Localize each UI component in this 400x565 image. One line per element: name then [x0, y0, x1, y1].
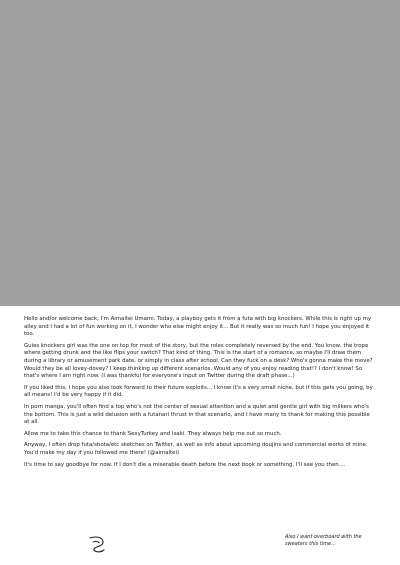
paragraph: Allow me to take this chance to thank SexyTurkey and Isaki. They always help me out so much.: [24, 430, 282, 437]
afterword-text: [24, 316, 376, 473]
signature-doodle-icon: [86, 533, 108, 555]
paragraph: It's time to say goodbye for now. If I don't die a miserable death before the next book or something, I'll see you then....: [24, 461, 346, 468]
paragraph: Guies knockers girl was the one on top for most of the story, but the roles completely reversed by the end. You know, the trope where getting drunk and the like flips your switch? That kind of thing. This is the start of a romance, so maybe I'll draw them during a library or amusement park date, or simply in class after school. Can they fuck on a desk? Who's gonna make the move? Would they be all lovey-dovey? I keep thinking up different scenarios. Would any of you enjoy reading that!? I don't know! So that's where I am right now. (I was thankful for everyone's input on Twitter during the draft phase...): [24, 342, 373, 380]
paragraph: In porn manga, you'll often find a top who's not the center of sexual attention and a quiet and gentle girl with big milkers who's the bottom. This is just a wild delusion with a futanari thrust in that scenario, and I have many to thank for making this possible at all.: [24, 403, 370, 426]
paragraph: If you liked this, I hope you also look forward to their future exploits... I know it's a very small niche, but if this gets you going, by all means! I'd be very happy if it did.: [24, 384, 373, 399]
handwritten-note: Also I want overboard with the sweaters this time...: [285, 534, 362, 547]
paragraph: Hello and/or welcome back, I'm Aimaitei Umami. Today, a playboy gets it from a futa with big knockers. While this is right up my alley and I had a lot of fun working on it, I wonder who else might enjoy it... But it really was so much fun! I hope you enjoyed it too.: [24, 316, 372, 338]
paragraph: Anyway, I often drop futa/shota/etc sketches on Twitter, as well as info about upcoming doujins and commercial works of mine. You'd make my day if you followed me there! (@aimaitei): [24, 442, 368, 456]
